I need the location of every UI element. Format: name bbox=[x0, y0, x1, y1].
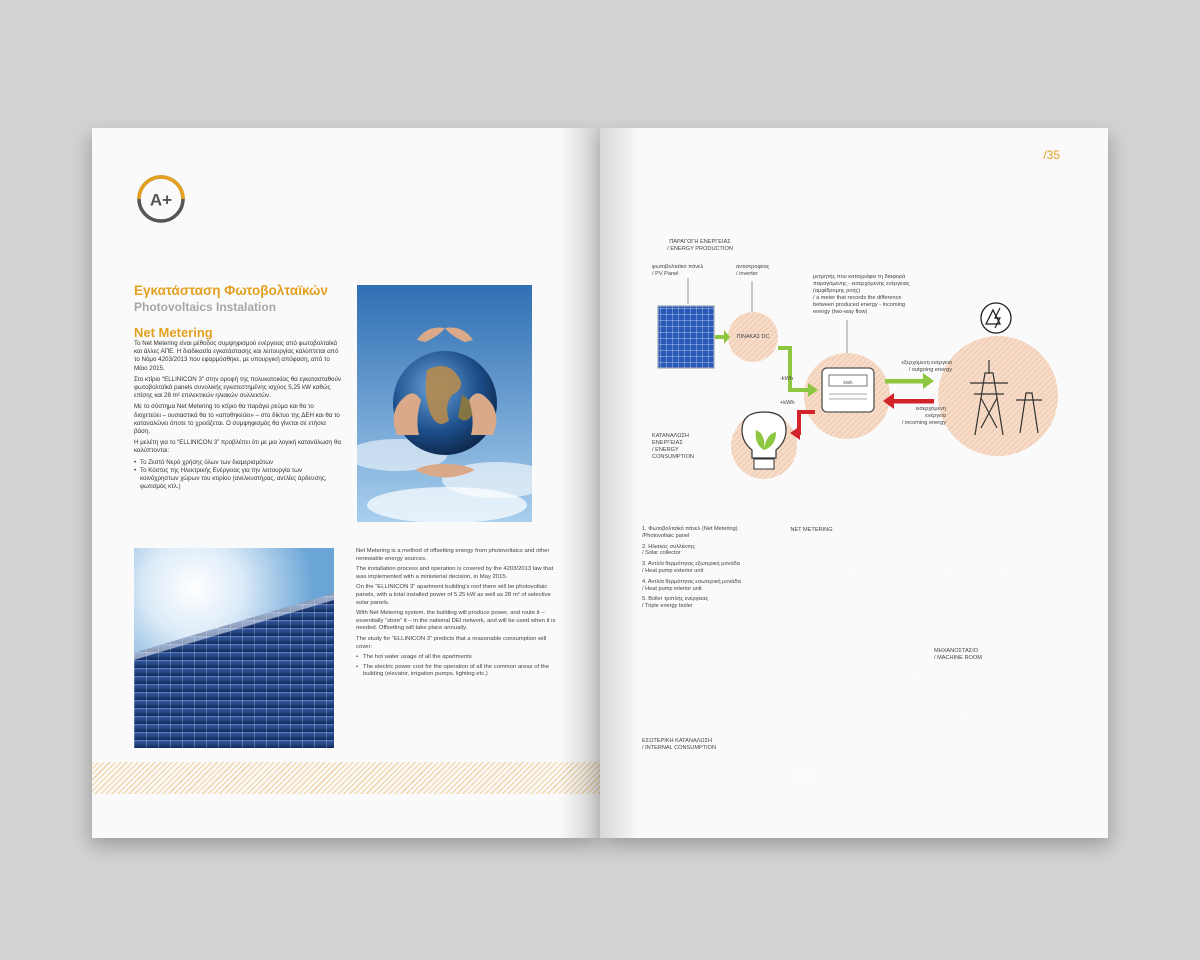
english-paragraph: On the “ELLINICON 3” apartment building's roof there will be photovoltaic panels, with a total installed power of 5.25 kW as well as 28 m² of selective solar panels. bbox=[356, 584, 551, 606]
meter-label: μετρητής που καταγράφει τη διαφορά παραγόμενης - εισερχόμενης ενέργειας (αμφίδρομης ροής) / a meter that records the difference between produced energy - incoming energy (two-way flow) bbox=[813, 274, 910, 315]
greek-paragraph: Στο κτίριο “ELLINICON 3” στην οροφή της πολυκατοικίας θα εγκατασταθούν φωτοβολταϊκά panels συνολικής εγκατεστημένης ισχύος 5,25 kW καθώς επίσης και 28 m² επιλεκτικών ηλιακών συλλεκτών. bbox=[134, 375, 341, 400]
gutter-shadow bbox=[600, 128, 640, 838]
meter-display-label: kWh bbox=[843, 380, 853, 385]
legend-item: 3. Αντλία θερμότητας εξωτερική μονάδα / Heat pump exterior unit bbox=[642, 561, 740, 574]
page-number: /35 bbox=[1043, 148, 1060, 162]
inverter-label: αντιστροφέας / inverter bbox=[736, 264, 770, 277]
outgoing-energy-label: εξερχόμενη ενέργεια / outgoing energy bbox=[901, 360, 952, 373]
greek-paragraph: Η μελέτη για το “ELLINICON 3” προβλέπει ότι με μια λογική κατανάλωση θα καλύπτονται: bbox=[134, 439, 342, 455]
english-bullet-list bbox=[356, 654, 556, 679]
deh-logo bbox=[981, 303, 1011, 333]
grid-circle bbox=[938, 336, 1058, 456]
plus-kwh-label: +kWh bbox=[780, 400, 795, 406]
legend-item: 4. Αντλία θερμότητας εσωτερική μονάδα / Heat pump interior unit bbox=[642, 578, 741, 592]
english-paragraph: The study for “ELLINICON 3” predicts that a reasonable consumption will cover: bbox=[356, 635, 547, 650]
page-title-english: Photovoltaics Instalation bbox=[134, 300, 277, 314]
a-plus-badge bbox=[134, 172, 188, 226]
internal-consumption-label: ΕΣΩΤΕΡΙΚΗ ΚΑΤΑΝΑΛΩΣΗ / INTERNAL CONSUMPTION bbox=[642, 738, 717, 751]
badge-text: A+ bbox=[149, 190, 173, 210]
earth-in-hands-photo bbox=[357, 285, 532, 522]
english-paragraph: With Net Metering system, the building will produce power, and route it – essentially “store” it – in the national DEI network, and will be used when it is needed. Offsetting will take place annually. bbox=[356, 610, 556, 632]
legend-item: 5. Boiler τριπλής ενέργειας / Triple energy boiler bbox=[642, 596, 709, 610]
greek-bullet: • Το Κόστος της Ηλεκτρικής Ενέργειας για την λειτουργία των κοινόχρηστων χώρων του κτιρίου (ανελκυστήρας, αντλίες άρδευσης, φωτισμός κτλ.) bbox=[134, 467, 342, 492]
greek-paragraph: Το Net Metering είναι μέθοδος συμψηφισμού ενέργειας από φωτοβολταϊκά και άλλες ΑΠΕ. Η διαδικασία εγκατάστασης και λειτουργίας καλύπτεται από το Νόμο 4203/2013 που εφαρμόσθηκε, με υπουργική απόφαση, από το Μάιο 2015. bbox=[134, 340, 339, 372]
marker-2-label: 2 bbox=[947, 572, 951, 578]
marker-3-label: 3 bbox=[1004, 572, 1008, 578]
greek-bullet: • Το Ζεστό Νερό χρήσης όλων των διαμερισμάτων bbox=[134, 459, 342, 467]
english-bullet: • The hot water usage of all the apartments bbox=[356, 654, 556, 662]
section-heading: Net Metering bbox=[134, 325, 213, 340]
pv-panel-label: φωτοβολταϊκό πάνελ / PV Panel bbox=[652, 264, 704, 277]
legend-item: 1. Φωτοβολταϊκό πάνελ (Net Metering) /Photovoltaic panel bbox=[642, 526, 738, 539]
arrow-panel-to-inverter bbox=[715, 330, 730, 344]
components-legend bbox=[642, 526, 741, 610]
marker-4-label: 4 bbox=[960, 712, 964, 718]
greek-body-text bbox=[134, 340, 342, 491]
page-title-greek: Εγκατάσταση Φωτοβολταϊκών bbox=[134, 283, 328, 298]
english-paragraph: The installation process and operation is covered by the 4203/2013 law that was implemented with a ministerial decision, in May 2015. bbox=[356, 566, 554, 580]
greek-paragraph: Με το σύστημα Net Metering το κτίριο θα παράγει ρεύμα και θα το διοχετεύει – ουσιαστικά θα το «αποθηκεύει» – στο δίκτυο της ΔΕΗ και θα το καταναλώνει όποτε το χρειάζεται. Ο συμψηφισμός θα γίνεται σε ετήσια βάση. bbox=[134, 403, 340, 436]
marker-1-label: 1 bbox=[850, 572, 854, 578]
hatched-footer-band bbox=[92, 762, 600, 794]
minus-kwh-label: -kWh bbox=[780, 376, 794, 382]
dc-board-label: ΠΙΝΑΚΑΣ DC bbox=[736, 334, 770, 340]
solar-panels-photo bbox=[134, 548, 334, 748]
greek-bullet-list bbox=[134, 459, 342, 492]
machine-room-label: ΜΗΧΑΝΟΣΤΑΣΙΟ / MACHINE ROOM bbox=[934, 648, 982, 661]
marker-5-label: 5 bbox=[916, 676, 920, 682]
production-label: ΠΑΡΑΓΩΓΗ ΕΝΕΡΓΕΙΑΣ / ENERGY PRODUCTION bbox=[667, 239, 733, 252]
arrow-inverter-to-meter bbox=[778, 348, 810, 390]
incoming-energy-label: εισερχόμενη ενέργεια / incoming energy bbox=[901, 406, 946, 426]
english-bullet: • The electric power cost for the operation of all the common areas of the building (elevator, irrigation pumps, lighting etc.) bbox=[356, 664, 556, 679]
consumption-label: ΚΑΤΑΝΑΛΩΣΗ ΕΝΕΡΓΕΙΑΣ / ENERGY CONSUMPTION bbox=[652, 433, 694, 460]
net-metering-label: NET METERING bbox=[790, 527, 833, 533]
legend-item: 2. Ηλιακός συλλέκτης / Solar collector bbox=[642, 543, 696, 557]
gutter-shadow bbox=[560, 128, 600, 838]
water-supplier-label: ΕΥΔΑΠ bbox=[795, 773, 815, 780]
left-page bbox=[92, 128, 600, 838]
english-body-text bbox=[356, 548, 556, 681]
arrow-meter-to-grid bbox=[885, 373, 934, 389]
right-page bbox=[600, 128, 1108, 838]
english-paragraph: Net Metering is a method of offsetting energy from photovoltaics and other renewable energy sources. bbox=[356, 548, 550, 562]
pv-panel-graphic bbox=[658, 306, 714, 368]
